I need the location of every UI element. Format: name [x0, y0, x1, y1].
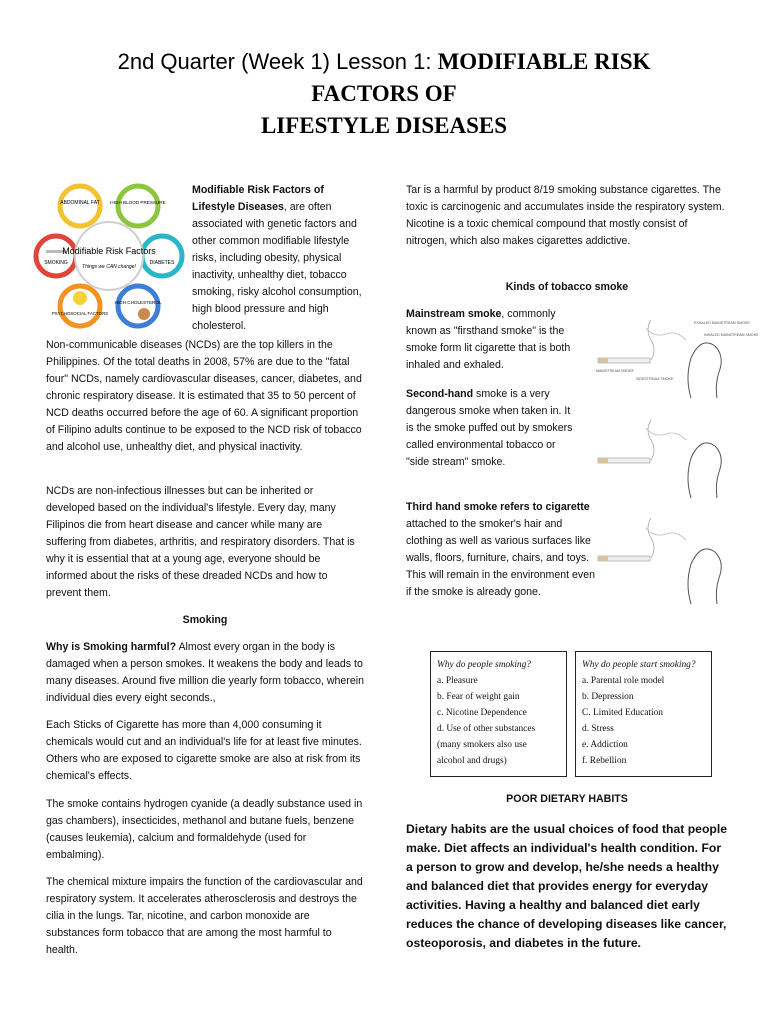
fig-label-exhaled: EXHALED MAINSTREAM SMOKE: [694, 321, 750, 325]
why-smoking-bold: Why is Smoking harmful?: [46, 641, 177, 653]
exhaled-smoke-icon: [646, 528, 686, 540]
thirdhand-rest: attached to the smoker's hair and clothing as well as various surfaces like walls, floors, furniture, chairs, and toys. This will remain in the environment even if the smoke is already gone.: [406, 518, 596, 598]
smoke-contains-paragraph: The smoke contains hydrogen cyanide (a deadly substance used in gas chambers), insecticides, methanol and butane fuels, benzene (causes leukemia), calcium and formaldehyde (used for embalming).: [46, 798, 363, 861]
fig-label-mainstream: MAINSTREAM SMOKE: [596, 369, 634, 373]
title-line-3: LIFESTYLE DISEASES: [260, 113, 508, 138]
fig-label-inhaled: INHALED MAINSTREAM SMOKE: [704, 333, 759, 337]
secondhand-paragraph: [406, 386, 578, 471]
box2-item: b. Depression: [582, 692, 634, 702]
title-line-1: [0, 46, 768, 78]
smoker-illustration-2: [586, 410, 736, 500]
smoke-wisp-icon: [648, 420, 654, 460]
petal-label-smoking: SMOKING: [44, 260, 68, 266]
face-profile-icon: [688, 443, 721, 498]
tar-paragraph: Tar is a harmful by product 8/19 smoking substance cigarettes. The toxic is carcinogenic and accumulates inside the respiratory system. Nicotine is a toxic chemical compound that mostly consist of nitrogen, which also makes cigarettes addictive.: [406, 184, 725, 247]
smoking-heading: Smoking: [182, 614, 228, 626]
ncd-paragraph: Non-communicable diseases (NCDs) are the top killers in the Philippines. Of the total deaths in 2008, 57% are due to the "fatal four" NCDs, namely cardiovascular diseases, cancer, diabetes, and chronic respiratory disease. It is estimated that 35 to 50 percent of NCD deaths occurred before the age of 60. A significant proportion of Filipino adults continue to be exposed to the NCD risk of tobacco and alcohol use, unhealthy diet, and physical inactivity.: [46, 339, 362, 453]
thirdhand-bold: Third hand smoke refers to cigarette: [406, 501, 590, 513]
petal-abdominal-fat: [60, 186, 100, 226]
box1-heading: Why do people smoking?: [437, 660, 531, 670]
poor-diet-heading: POOR DIETARY HABITS: [506, 793, 628, 805]
burger-icon: [138, 308, 150, 320]
box1-item: a. Pleasure: [437, 676, 478, 686]
box2-item: C. Limited Education: [582, 708, 663, 718]
title-prefix: 2nd Quarter (Week 1) Lesson 1:: [117, 49, 438, 74]
thirdhand-paragraph: [406, 499, 596, 601]
fig-label-sidestream: SIDESTREAM SMOKE: [636, 377, 674, 381]
petal-label-abdominal: ABDOMINAL FAT: [60, 200, 100, 206]
intro-paragraph: [192, 182, 362, 335]
why-smoking-paragraph: [46, 639, 364, 707]
box1-item: alcohol and drugs): [437, 756, 507, 766]
petal-psychosocial: [52, 286, 108, 326]
smoker-illustration-3: [586, 500, 736, 610]
ncd-paragraph-2: NCDs are non-infectious illnesses but can be inherited or developed based on the individual's lifestyle. Every day, many Filipinos die from heart disease and cancer while many are suffering from diabetes, arthritis, and respiratory disorders. That is why it is essential that at a young age, everyone should be informed about the risks of these dreaded NCDs and how to prevent them.: [46, 485, 355, 599]
kinds-heading: Kinds of tobacco smoke: [505, 281, 629, 293]
why-people-start-box: [575, 651, 712, 777]
secondhand-rest: smoke is a very dangerous smoke when taken in. It is the smoke puffed out by smokers called environmental tobacco or "side stream" smoke.: [406, 388, 573, 468]
petal-high-cholesterol: [115, 286, 162, 326]
sticks-paragraph: Each Sticks of Cigarette has more than 4,000 consuming it chemicals would cut and an individual's life for at least five minutes. Others who are exposed to cigarette smoke are also at risk from its chemical's effects.: [46, 719, 362, 782]
modifiable-risk-factors-illustration: [34, 182, 186, 332]
exhaled-smoke-icon: [646, 328, 686, 340]
box2-item: e. Addiction: [582, 740, 628, 750]
smoker-illustration-1: [586, 310, 759, 400]
intro-rest: , are often associated with genetic factors and other common modifiable lifestyle risks, including obesity, physical inactivity, unhealthy diet, tobacco smoking, risky alcohol consumption, high blood pressure and high cholesterol.: [192, 201, 362, 332]
diet-paragraph: Dietary habits are the usual choices of food that people make. Diet affects an individual's health condition. For a person to grow and develop, he/she needs a healthy and balanced diet that provides energy for everyday activities. Having a healthy and balanced diet early reduces the chance of developing diseases like cancer, osteoporosis, and diabetes in the future.: [406, 822, 727, 950]
smoke-wisp-icon: [648, 320, 654, 360]
box1-item: b. Fear of weight gain: [437, 692, 520, 702]
title-line-2: FACTORS OF: [311, 81, 457, 106]
petal-label-diabetes: DIABETES: [149, 260, 175, 266]
face-profile-icon: [688, 343, 721, 398]
mainstream-bold: Mainstream smoke: [406, 308, 502, 320]
petal-high-blood-pressure: [110, 186, 165, 226]
box2-item: a. Parental role model: [582, 676, 665, 686]
center-hub: [75, 222, 143, 290]
chemical-mixture-paragraph: The chemical mixture impairs the function of the cardiovascular and respiratory system. It accelerates atherosclerosis and destroys the cilia in the lungs. Tar, nicotine, and carbon monoxide are substances form tobacco that are among the most harmful to health.: [46, 876, 363, 956]
mainstream-rest: , commonly known as "firsthand smoke" is the smoke form lit cigarette that is both inhaled and exhaled.: [406, 308, 571, 371]
page-title: [0, 46, 768, 142]
smoke-wisp-icon: [648, 518, 654, 558]
box2-item: f. Rebellion: [582, 756, 627, 766]
hub-subtitle: Things we CAN change!: [82, 264, 136, 270]
mainstream-paragraph: [406, 306, 578, 374]
petal-label-psycho: PSYCHOSOCIAL FACTORS: [51, 311, 109, 316]
box2-heading: Why do people start smoking?: [582, 660, 696, 670]
exhaled-smoke-icon: [646, 428, 686, 440]
cigarette-filter: [598, 358, 608, 363]
petal-smoking: [36, 236, 76, 276]
box1-item: d. Use of other substances: [437, 724, 536, 734]
petal-label-cholesterol: HIGH CHOLESTEROL: [114, 300, 162, 305]
why-smoking-rest: Almost every organ in the body is damaged when a person smokes. It weakens the body and leads to many diseases. Around five million die yearly form tobacco, wherein individual dies every eight seconds.,: [46, 641, 364, 704]
cigarette-filter: [598, 556, 608, 561]
box1-item: c. Nicotine Dependence: [437, 708, 527, 718]
box2-item: d. Stress: [582, 724, 614, 734]
box1-item: (many smokers also use: [437, 740, 527, 750]
cigarette-filter: [598, 458, 608, 463]
secondhand-bold: Second-hand: [406, 388, 474, 400]
title-caps: MODIFIABLE RISK: [437, 49, 651, 74]
hub-title: Modifiable Risk Factors: [62, 246, 156, 256]
why-people-smoke-box: [430, 651, 567, 777]
intro-bold: Modifiable Risk Factors of Lifestyle Diseases: [192, 184, 324, 213]
sad-face-icon: [73, 291, 87, 305]
petal-diabetes: [142, 236, 182, 276]
face-profile-icon: [688, 549, 721, 604]
petal-label-hbp: HIGH BLOOD PRESSURE: [110, 200, 166, 205]
